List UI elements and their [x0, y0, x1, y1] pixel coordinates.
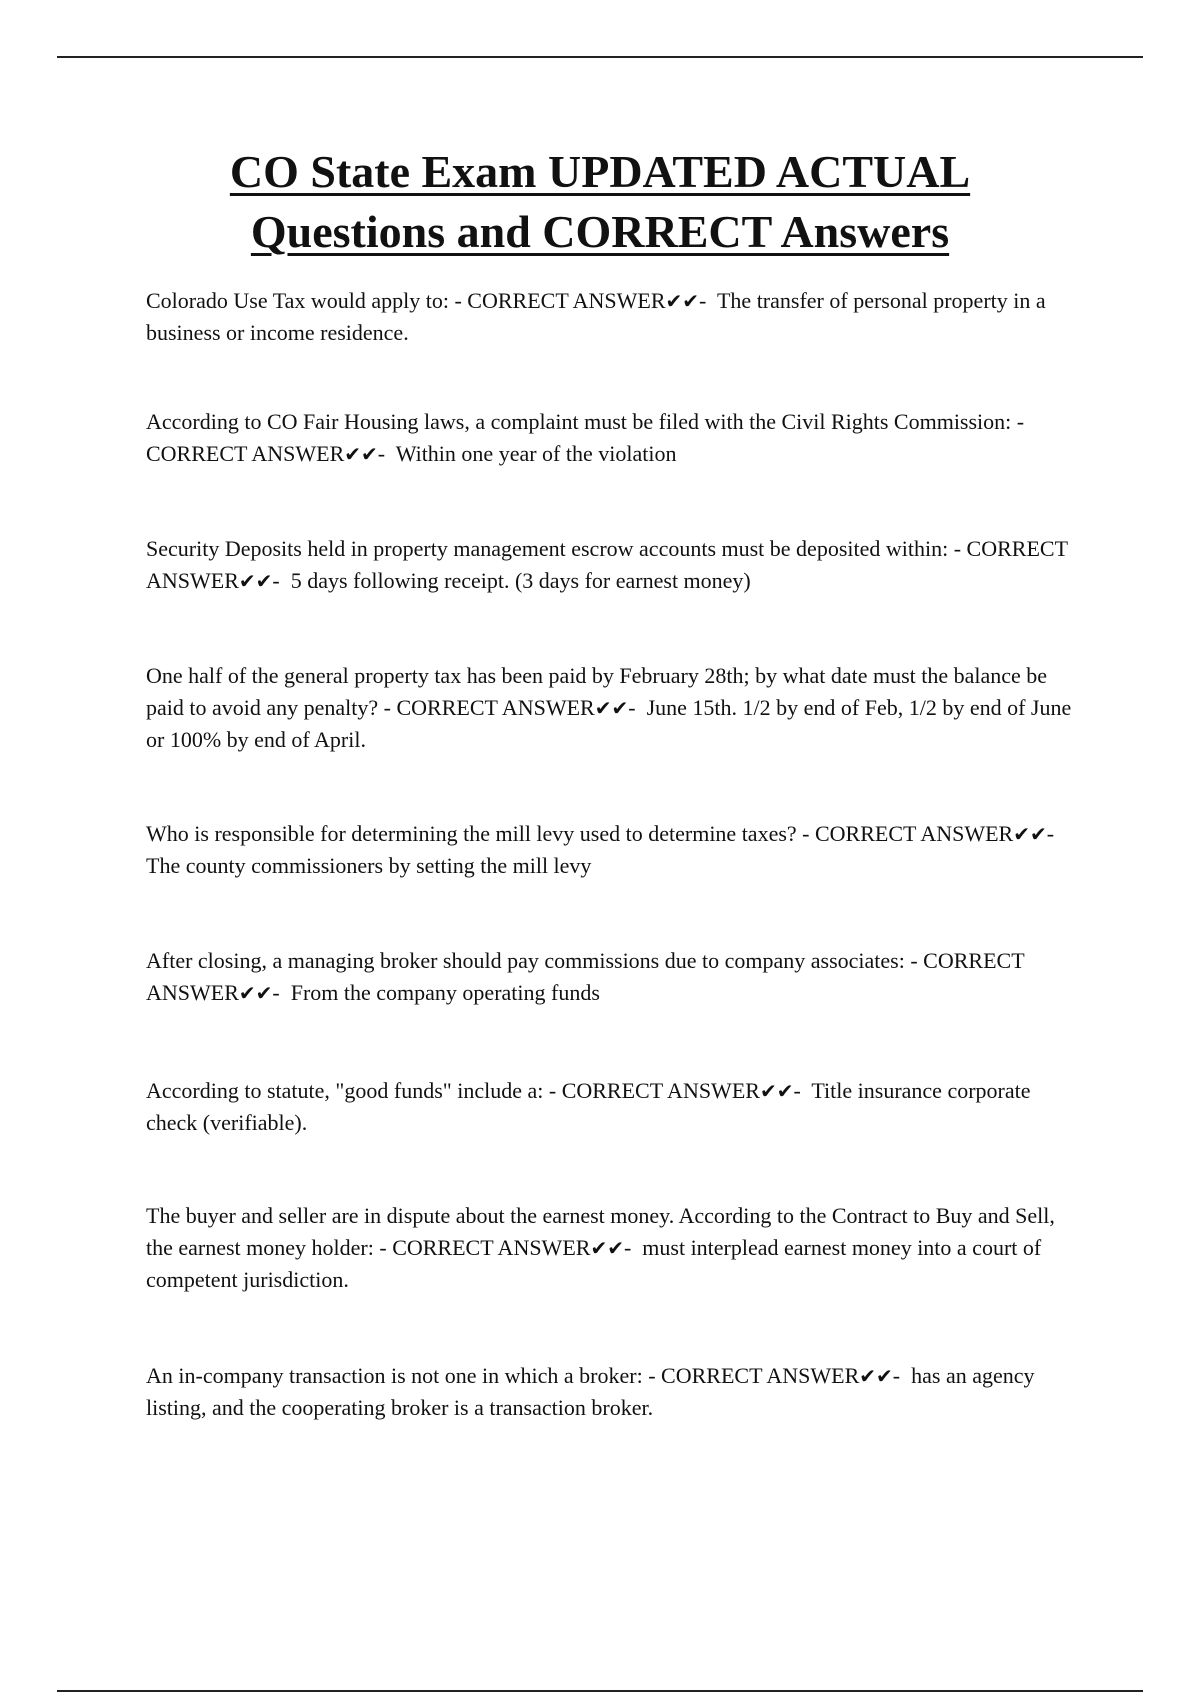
check-marks-icon: ✔✔ — [1013, 822, 1047, 846]
title-line-1: CO State Exam UPDATED ACTUAL — [229, 146, 971, 197]
question-text: According to statute, "good funds" include a: — [146, 1078, 544, 1103]
answer-text: 5 days following receipt. (3 days for earnest money) — [290, 568, 751, 593]
answer-dash: - — [623, 1235, 632, 1260]
check-marks-icon: ✔✔ — [594, 696, 629, 720]
title-line-2: Questions and CORRECT Answers — [250, 206, 950, 257]
answer-text: Within one year of the violation — [395, 441, 677, 466]
qa-item — [146, 1360, 1076, 1424]
answer-marker: - CORRECT ANSWER — [802, 821, 1014, 846]
answer-dash: - — [699, 288, 707, 313]
answer-dash: - — [377, 441, 386, 466]
answer-marker: - CORRECT ANSWER — [548, 1078, 760, 1103]
qa-item — [146, 285, 1076, 349]
qa-item — [146, 406, 1076, 470]
qa-item — [146, 818, 1076, 882]
answer-text: From the company operating funds — [290, 980, 600, 1005]
answer-marker: - CORRECT ANSWER — [379, 1235, 591, 1260]
check-marks-icon: ✔✔ — [344, 442, 378, 466]
answer-marker: - CORRECT ANSWER — [454, 288, 666, 313]
question-text: Colorado Use Tax would apply to: — [146, 288, 449, 313]
answer-text: The transfer of personal property in a business or income residence. — [146, 288, 1046, 345]
footer-rule — [57, 1690, 1143, 1692]
answer-text: The county commissioners by setting the mill levy — [146, 853, 592, 878]
answer-marker: - CORRECT ANSWER — [648, 1363, 860, 1388]
question-text: The buyer and seller are in dispute about the earnest money. According to the Contract to Buy and Sell, the earnest money holder: — [146, 1203, 1055, 1260]
question-text: According to CO Fair Housing laws, a complaint must be filed with the Civil Rights Commission: — [146, 409, 1012, 434]
question-text: An in-company transaction is not one in which a broker: — [146, 1363, 643, 1388]
qa-item — [146, 533, 1076, 597]
answer-text: must interplead earnest money into a court of competent jurisdiction. — [146, 1235, 1042, 1292]
answer-marker: - CORRECT ANSWER — [146, 948, 1025, 1005]
check-marks-icon: ✔✔ — [590, 1236, 624, 1260]
question-text: Security Deposits held in property management escrow accounts must be deposited within: — [146, 536, 949, 561]
header-rule — [57, 56, 1143, 58]
answer-text: June 15th. 1/2 by end of Feb, 1/2 by end of June or 100% by end of April. — [146, 695, 1072, 752]
question-text: One half of the general property tax has been paid by February 28th; by what date must the balance be paid to avoid any penalty? — [146, 663, 1048, 720]
qa-item — [146, 945, 1076, 1009]
answer-text: Title insurance corporate check (verifiable). — [146, 1078, 1031, 1135]
check-marks-icon: ✔✔ — [665, 289, 700, 313]
answer-dash: - — [272, 568, 280, 593]
check-marks-icon: ✔✔ — [859, 1364, 893, 1388]
answer-marker: - CORRECT ANSWER — [383, 695, 595, 720]
document-title — [0, 142, 1200, 262]
check-marks-icon: ✔✔ — [238, 569, 273, 593]
check-marks-icon: ✔✔ — [759, 1079, 794, 1103]
check-marks-icon: ✔✔ — [238, 981, 273, 1005]
answer-text: has an agency listing, and the cooperating broker is a transaction broker. — [146, 1363, 1035, 1420]
answer-dash: - — [272, 980, 280, 1005]
answer-marker: - CORRECT ANSWER — [146, 536, 1068, 593]
qa-item — [146, 1075, 1076, 1139]
question-text: After closing, a managing broker should pay commissions due to company associates: — [146, 948, 905, 973]
answer-marker: - CORRECT ANSWER — [146, 409, 1025, 466]
answer-dash: - — [892, 1363, 901, 1388]
qa-item — [146, 660, 1076, 756]
answer-dash: - — [1046, 821, 1055, 846]
answer-dash: - — [628, 695, 636, 720]
answer-dash: - — [793, 1078, 801, 1103]
question-text: Who is responsible for determining the mill levy used to determine taxes? — [146, 821, 797, 846]
qa-item — [146, 1200, 1076, 1296]
